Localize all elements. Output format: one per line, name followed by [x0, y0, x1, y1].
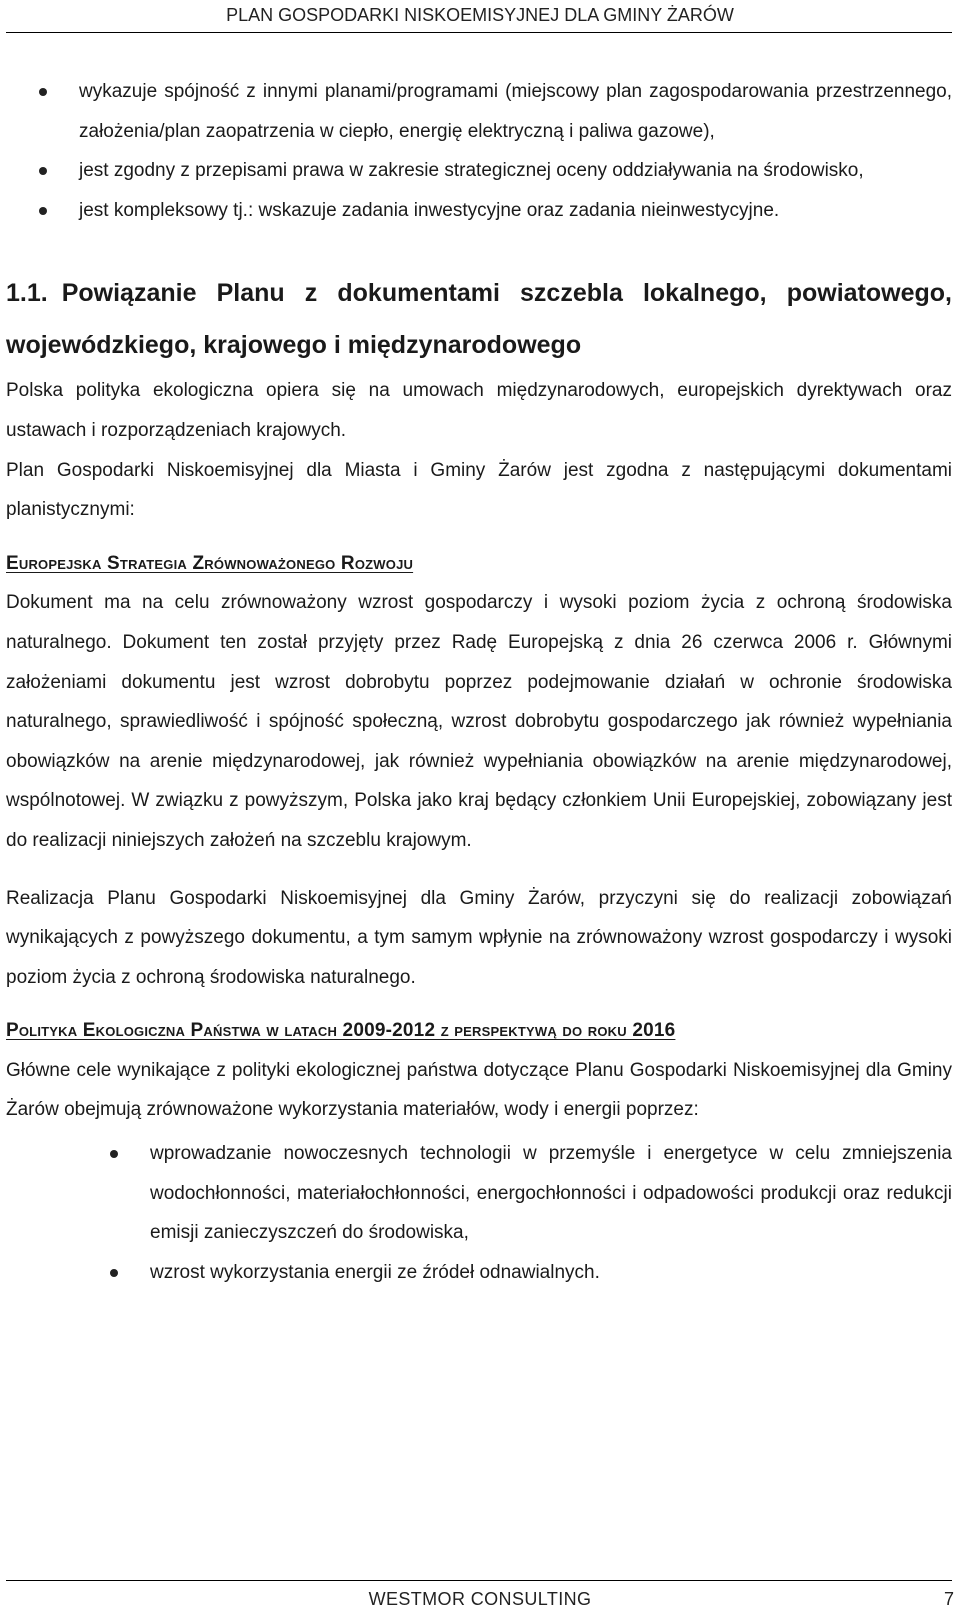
intro-paragraph: Plan Gospodarki Niskoemisyjnej dla Miasta i Gminy Żarów jest zgodna z następującymi dokumentami planistycznymi:: [6, 459, 952, 521]
eco-policy-list: [6, 1134, 952, 1292]
eu-strategy-title: Europejska Strategia Zrównoważonego Rozwoju: [6, 552, 414, 574]
running-header: PLAN GOSPODARKI NISKOEMISYJNEJ DLA GMINY ŻARÓW: [226, 5, 734, 25]
list-item: jest zgodny z przepisami prawa w zakresie strategicznej oceny oddziaływania na środowisko,: [6, 151, 952, 191]
requirements-list: [6, 72, 952, 230]
running-footer: WESTMOR CONSULTING: [368, 1589, 592, 1609]
eco-policy-paragraph: Główne cele wynikające z polityki ekologicznej państwa dotyczące Planu Gospodarki Niskoemisyjnej dla Gminy Żarów obejmują zrównoważone wykorzystania materiałów, wody i energii poprzez:: [6, 1059, 952, 1121]
list-item: wprowadzanie nowoczesnych technologii w przemyśle i energetyce w celu zmniejszenia wodochłonności, materiałochłonności, energochłonności i odpadowości produkcji oraz redukcji emisji zanieczyszczeń do środowiska,: [6, 1134, 952, 1253]
section-number: 1.1.: [6, 279, 48, 308]
eu-strategy-paragraph: Dokument ma na celu zrównoważony wzrost gospodarczy i wysoki poziom życia z ochroną środowiska naturalnego. Dokument ten został przyjęty przez Radę Europejską z dnia 26 czerwca 2006 r. Głównymi założeniami dokumentu jest wzrost dobrobytu poprzez podejmowanie działań w ochronie środowiska naturalnego, sprawiedliwość i spójność społeczną, wzrost dobrobytu gospodarczego jak również wypełniania obowiązków na arenie międzynarodowej, jak również wypełniania obowiązków na arenie międzynarodowej, wspólnotowej. W związku z powyższym, Polska jako kraj będący członkiem Unii Europejskiej, zobowiązany jest do realizacji niniejszych założeń na szczeblu krajowym.: [6, 592, 952, 851]
list-item: jest kompleksowy tj.: wskazuje zadania inwestycyjne oraz zadania nieinwestycyjne.: [6, 191, 952, 231]
footer-rule: [6, 1580, 952, 1581]
eu-strategy-paragraph: Realizacja Planu Gospodarki Niskoemisyjnej dla Gminy Żarów, przyczyni się do realizacji zobowiązań wynikających z powyższego dokumentu, a tym samym wpłynie na zrównoważony wzrost gospodarczy i wysoki poziom życia z ochroną środowiska naturalnego.: [6, 887, 952, 988]
section-title: Powiązanie Planu z dokumentami szczebla lokalnego, powiatowego, wojewódzkiego, krajowego i międzynarodowego: [6, 279, 952, 360]
header-rule: [6, 32, 952, 33]
page-content: [6, 72, 952, 1292]
list-item: wykazuje spójność z innymi planami/programami (miejscowy plan zagospodarowania przestrzennego, założenia/plan zaopatrzenia w ciepło, energię elektryczną i paliwa gazowe),: [6, 72, 952, 151]
eco-policy-title: Polityka Ekologiczna Państwa w latach 2009-2012 z perspektywą do roku 2016: [6, 1020, 676, 1042]
intro-paragraph: Polska polityka ekologiczna opiera się na umowach międzynarodowych, europejskich dyrektywach oraz ustawach i rozporządzeniach krajowych.: [6, 380, 952, 441]
list-item: wzrost wykorzystania energii ze źródeł odnawialnych.: [6, 1253, 952, 1293]
page-number: 7: [943, 1589, 954, 1609]
section-heading: [6, 267, 952, 371]
